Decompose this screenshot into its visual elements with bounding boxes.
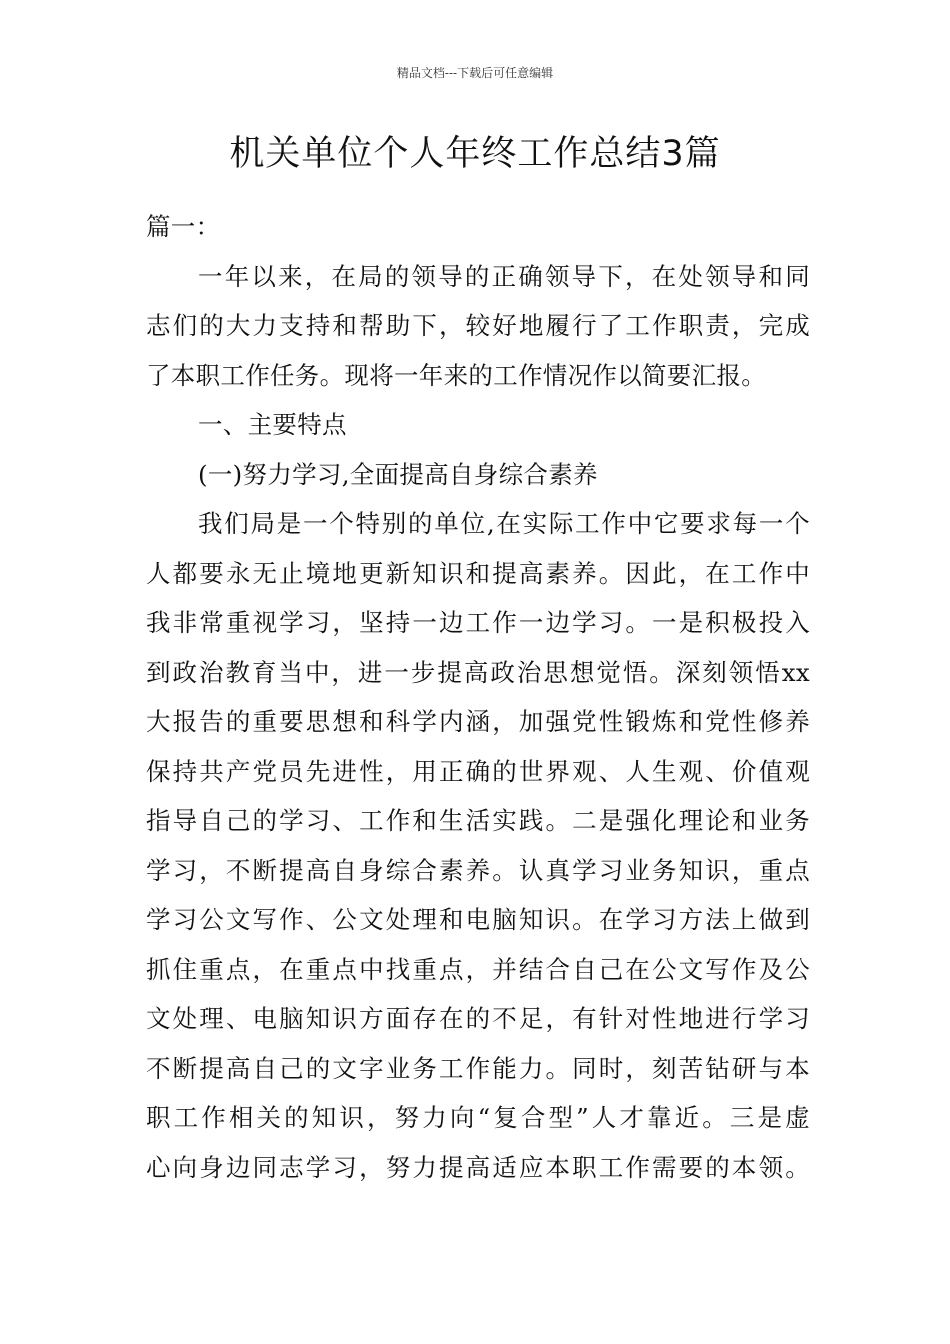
header-note: 精品文档---下载后可任意编辑: [396, 66, 554, 80]
document-title: 机关单位个人年终工作总结3篇: [229, 134, 721, 174]
paragraph-line: 职工作相关的知识，努力向“复合型”人才靠近。三是虚: [146, 1103, 810, 1132]
paragraph-line: 到政治教育当中，进一步提高政治思想觉悟。深刻领悟xx: [146, 657, 810, 687]
document-body: [146, 202, 810, 1192]
paragraph-line: 一年以来，在局的领导的正确领导下，在处领导和同: [198, 261, 810, 291]
paragraph-line: 我非常重视学习，坚持一边工作一边学习。一是积极投入: [146, 608, 810, 637]
paragraph-line: 志们的大力支持和帮助下，较好地履行了工作职责，完成: [146, 311, 810, 340]
paragraph-line: 抓住重点，在重点中找重点，并结合自己在公文写作及公: [146, 954, 810, 984]
section-heading: 篇一：: [146, 212, 221, 241]
subsection-heading: 一、主要特点: [198, 410, 347, 439]
paragraph-line: 大报告的重要思想和科学内涵，加强党性锻炼和党性修养: [146, 707, 810, 736]
paragraph-line: 学习公文写作、公文处理和电脑知识。在学习方法上做到: [146, 905, 810, 934]
subsection-heading: (一)努力学习,全面提高自身综合素养: [198, 459, 598, 489]
paragraph-line: 保持共产党员先进性，用正确的世界观、人生观、价值观: [146, 756, 810, 786]
paragraph-line: 我们局是一个特别的单位,在实际工作中它要求每一个: [198, 509, 810, 538]
paragraph-line: 文处理、电脑知识方面存在的不足，有针对性地进行学习: [146, 1004, 810, 1033]
paragraph-line: 学习，不断提高自身综合素养。认真学习业务知识，重点: [146, 855, 810, 885]
paragraph-line: 人都要永无止境地更新知识和提高素养。因此，在工作中: [146, 558, 810, 588]
paragraph-line: 不断提高自己的文字业务工作能力。同时，刻苦钻研与本: [146, 1053, 810, 1083]
paragraph-line: 了本职工作任务。现将一年来的工作情况作以简要汇报。: [146, 360, 766, 390]
paragraph-line: 心向身边同志学习，努力提高适应本职工作需要的本领。: [146, 1152, 810, 1182]
paragraph-line: 指导自己的学习、工作和生活实践。二是强化理论和业务: [146, 806, 810, 835]
